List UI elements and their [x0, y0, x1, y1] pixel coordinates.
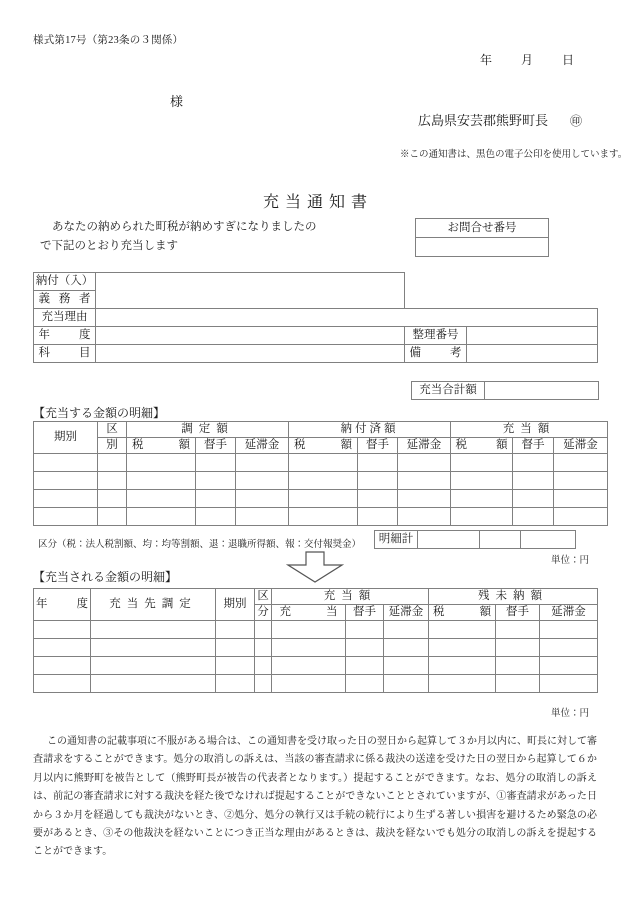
cell[interactable]: [346, 639, 384, 657]
cell[interactable]: [346, 657, 384, 675]
inquiry-number-box: [415, 218, 549, 257]
cell[interactable]: [98, 472, 127, 490]
col-zanminou-zeigaku: 税額: [429, 605, 496, 621]
cell[interactable]: [216, 621, 255, 639]
cell[interactable]: [196, 490, 236, 508]
cell[interactable]: [554, 454, 608, 472]
cell[interactable]: [358, 490, 398, 508]
cell[interactable]: [34, 657, 91, 675]
kubun-legend: 区分（税：法人税割額、均：均等割額、退：退職所得額、報：交付報奨金）: [38, 540, 362, 550]
inquiry-number-label: お問合せ番号: [416, 219, 548, 238]
addressee-suffix: 様: [170, 94, 184, 109]
cell[interactable]: [34, 490, 98, 508]
col-juto-entaikin: 延滞金: [384, 605, 429, 621]
cell[interactable]: [196, 508, 236, 526]
value-kamoku[interactable]: [96, 345, 405, 363]
cell[interactable]: [236, 454, 289, 472]
section-b-caption: 【充当される金額の明細】: [33, 570, 178, 584]
issuer-name: [418, 110, 582, 129]
cell[interactable]: [196, 454, 236, 472]
cell[interactable]: [196, 472, 236, 490]
cell[interactable]: [429, 621, 496, 639]
cell[interactable]: [34, 639, 91, 657]
table-row: [34, 508, 608, 526]
subtotal-label: 明細計: [375, 531, 418, 548]
col-kibetsu: 期別: [34, 422, 98, 454]
cell[interactable]: [554, 472, 608, 490]
col-juto-juto: 充当: [272, 605, 346, 621]
cell[interactable]: [554, 508, 608, 526]
col-kubun-1: 区: [255, 589, 272, 605]
cell[interactable]: [98, 454, 127, 472]
cell[interactable]: [236, 472, 289, 490]
cell[interactable]: [451, 490, 513, 508]
cell[interactable]: [216, 657, 255, 675]
date-year-label: 年: [480, 53, 493, 67]
col-juto-entaikin: 延滞金: [554, 438, 608, 454]
cell[interactable]: [540, 657, 598, 675]
cell[interactable]: [216, 639, 255, 657]
seal-note: ※この通知書は、黒色の電子公印を使用しています。: [400, 150, 628, 160]
cell[interactable]: [91, 675, 216, 693]
col-chotei-tokute: 督手: [196, 438, 236, 454]
cell[interactable]: [358, 508, 398, 526]
cell[interactable]: [255, 639, 272, 657]
cell[interactable]: [398, 490, 451, 508]
cell[interactable]: [34, 621, 91, 639]
cell[interactable]: [451, 508, 513, 526]
date-line: [480, 51, 574, 68]
value-nendo[interactable]: [96, 327, 405, 345]
cell[interactable]: [91, 621, 216, 639]
cell[interactable]: [384, 657, 429, 675]
cell[interactable]: [358, 454, 398, 472]
col-group-zanminou: 残未納額: [429, 589, 598, 605]
col-zanminou-tokute: 督手: [496, 605, 540, 621]
label-nofu: 納付（入）: [34, 273, 96, 291]
cell[interactable]: [540, 675, 598, 693]
label-biko: 備考: [405, 345, 467, 363]
subtotal-value-zeigaku[interactable]: [418, 531, 480, 548]
label-juto-riyu: 充当理由: [34, 309, 96, 327]
lead-paragraph: [40, 218, 390, 256]
cell[interactable]: [127, 508, 196, 526]
col-group-chotei: 調定額: [127, 422, 289, 438]
cell[interactable]: [289, 454, 358, 472]
form-number: 様式第17号（第23条の３関係）: [33, 35, 184, 46]
allocation-target-detail-table: [33, 588, 598, 693]
col-group-juto: 充当額: [272, 589, 429, 605]
allocation-total-value[interactable]: [485, 382, 598, 399]
section-a-caption: 【充当する金額の明細】: [33, 406, 166, 420]
cell[interactable]: [540, 639, 598, 657]
cell[interactable]: [127, 490, 196, 508]
table-row: [34, 490, 608, 508]
col-zanminou-entaikin: 延滞金: [540, 605, 598, 621]
col-juto-tokute: 督手: [513, 438, 554, 454]
cell[interactable]: [429, 639, 496, 657]
value-biko[interactable]: [467, 345, 598, 363]
cell[interactable]: [384, 621, 429, 639]
col-nofuzumi-tokute: 督手: [358, 438, 398, 454]
col-nendo: 年度: [34, 589, 91, 621]
seal-icon: ㊞: [570, 114, 583, 128]
value-seiri-bango[interactable]: [467, 327, 598, 345]
cell[interactable]: [216, 675, 255, 693]
col-chotei-zeigaku: 税額: [127, 438, 196, 454]
value-juto-riyu[interactable]: [96, 309, 598, 327]
inquiry-number-value[interactable]: [416, 238, 548, 256]
cell[interactable]: [255, 675, 272, 693]
cell[interactable]: [429, 657, 496, 675]
down-arrow-icon: [286, 551, 344, 586]
label-kamoku: 科目: [34, 345, 96, 363]
table-row: [34, 675, 598, 693]
cell[interactable]: [513, 508, 554, 526]
subtotal-value-tokute[interactable]: [480, 531, 521, 548]
cell[interactable]: [384, 639, 429, 657]
cell[interactable]: [272, 657, 346, 675]
cell[interactable]: [127, 454, 196, 472]
label-nendo: 年度: [34, 327, 96, 345]
cell[interactable]: [429, 675, 496, 693]
cell[interactable]: [34, 508, 98, 526]
cell[interactable]: [127, 472, 196, 490]
col-group-juto: 充当額: [451, 422, 608, 438]
date-month-label: 月: [521, 53, 534, 67]
table-header-row: [34, 438, 608, 454]
cell[interactable]: [289, 490, 358, 508]
cell[interactable]: [513, 454, 554, 472]
table-header-row: [34, 422, 608, 438]
issuer-label: 広島県安芸郡熊野町長: [418, 113, 549, 128]
page-title: 充当通知書: [262, 194, 373, 211]
cell[interactable]: [554, 490, 608, 508]
col-juto-tokute: 督手: [346, 605, 384, 621]
cell[interactable]: [496, 621, 540, 639]
cell[interactable]: [540, 621, 598, 639]
col-group-nofuzumi: 納付済額: [289, 422, 451, 438]
lead-line-2: で下記のとおり充当します: [40, 240, 178, 252]
taxpayer-info-table: [33, 272, 598, 363]
col-nofuzumi-zeigaku: 税額: [289, 438, 358, 454]
table-row: [34, 454, 608, 472]
cell[interactable]: [496, 675, 540, 693]
allocation-total-label: 充当合計額: [412, 382, 485, 399]
table-row: [34, 639, 598, 657]
cell[interactable]: [255, 657, 272, 675]
table-row: [34, 621, 598, 639]
cell[interactable]: [398, 454, 451, 472]
cell[interactable]: [398, 508, 451, 526]
col-jutosaki-chotei: 充当先調定: [91, 589, 216, 621]
legal-notice: この通知書の記載事項に不服がある場合は、この通知書を受け取った日の翌日から起算して３か月以内に、町長に対して審査請求をすることができます。処分の取消しの訴えは、当該の審査請求に係る裁決の送達を受けた日の翌日から起算して６か月以内に熊野町を被告として（熊野町長が被告の代表者となります。）提起することができます。なお、処分の取消しの訴えは、前記の審査請求に対する裁決を経た後でなければ提起することができないこととされていますが、①審査請求があった日から３か月を経過しても裁決がないとき、②処分、処分の執行又は手続の続行により生ずる著しい損害を避けるため緊急の必要があるとき、③その他裁決を経ないことにつき正当な理由があるときは、裁決を経ないでも処分の取消しの訴えを提起することができます。: [33, 736, 597, 858]
cell[interactable]: [91, 639, 216, 657]
cell[interactable]: [346, 675, 384, 693]
cell[interactable]: [34, 472, 98, 490]
col-chotei-entaikin: 延滞金: [236, 438, 289, 454]
cell[interactable]: [496, 657, 540, 675]
cell[interactable]: [34, 675, 91, 693]
allocation-source-detail-table: [33, 421, 608, 526]
label-seiri-bango: 整理番号: [405, 327, 467, 345]
cell[interactable]: [34, 454, 98, 472]
table-row: [34, 345, 598, 363]
col-kubetsu-1: 区: [98, 422, 127, 438]
cell[interactable]: [272, 675, 346, 693]
cell[interactable]: [289, 508, 358, 526]
cell[interactable]: [91, 657, 216, 675]
subtotal-value-entaikin[interactable]: [521, 531, 575, 548]
cell[interactable]: [513, 490, 554, 508]
section-b-unit: 単位：円: [551, 709, 590, 719]
section-a-unit: 単位：円: [551, 556, 590, 566]
label-gimusha: 義務者: [34, 291, 96, 309]
subtotal-row: [374, 530, 576, 549]
table-row: [34, 657, 598, 675]
cell[interactable]: [272, 639, 346, 657]
allocation-total-box: [411, 381, 599, 400]
table-header-row: [34, 589, 598, 605]
cell[interactable]: [98, 508, 127, 526]
col-kubun-2: 分: [255, 605, 272, 621]
cell[interactable]: [451, 472, 513, 490]
table-row: [34, 327, 598, 345]
col-kibetsu: 期別: [216, 589, 255, 621]
cell[interactable]: [451, 454, 513, 472]
table-row: [34, 273, 598, 291]
cell[interactable]: [236, 490, 289, 508]
value-nofu-gimusha[interactable]: [96, 273, 405, 309]
cell[interactable]: [255, 621, 272, 639]
table-row: [34, 309, 598, 327]
cell[interactable]: [289, 472, 358, 490]
col-nofuzumi-entaikin: 延滞金: [398, 438, 451, 454]
table-row: [34, 472, 608, 490]
col-kubetsu-2: 別: [98, 438, 127, 454]
lead-line-1: あなたの納められた町税が納めすぎになりましたの: [52, 221, 317, 233]
cell[interactable]: [346, 621, 384, 639]
date-day-label: 日: [562, 53, 575, 67]
cell[interactable]: [236, 508, 289, 526]
cell[interactable]: [98, 490, 127, 508]
col-juto-zeigaku: 税額: [451, 438, 513, 454]
cell[interactable]: [496, 639, 540, 657]
cell[interactable]: [398, 472, 451, 490]
cell[interactable]: [384, 675, 429, 693]
cell[interactable]: [358, 472, 398, 490]
cell[interactable]: [272, 621, 346, 639]
cell[interactable]: [513, 472, 554, 490]
